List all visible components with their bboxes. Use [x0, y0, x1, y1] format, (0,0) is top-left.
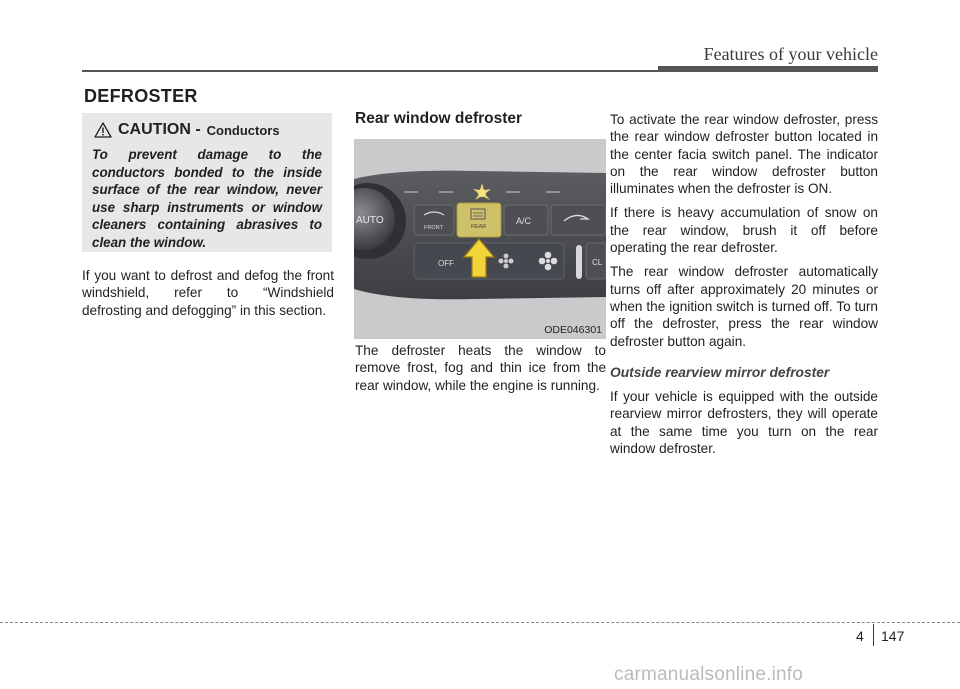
footer-rule [0, 622, 960, 623]
snow-paragraph: If there is heavy accumulation of snow on the rear window, brush it off before operating the rear defroster. [610, 205, 878, 256]
watermark: carmanualsonline.info [614, 664, 804, 685]
svg-text:OFF: OFF [438, 259, 454, 268]
page-divider [873, 624, 874, 646]
caution-heading [94, 121, 322, 139]
header-rule-accent [658, 66, 878, 72]
activation-paragraph: To activate the rear window defroster, press the rear window defroster button located in the center facia switch panel. The indicator on the rear window defroster button illuminates when the defroster is ON. [610, 112, 878, 197]
page-number: 147 [881, 628, 905, 644]
windshield-reference-text: If you want to defrost and defog the front windshield, refer to “Windshield defrosting and defogging” in this section. [82, 268, 334, 318]
figure-code: ODE046301 [544, 324, 602, 336]
rear-defroster-title: Rear window defroster [355, 110, 523, 127]
svg-text:A/C: A/C [516, 216, 532, 226]
header-title: Features of your vehicle [703, 44, 878, 64]
caution-box [82, 113, 332, 252]
svg-text:REAR: REAR [471, 224, 487, 230]
caution-title: CAUTION - [118, 121, 201, 138]
svg-text:CL: CL [592, 258, 603, 267]
section-title: DEFROSTER [84, 86, 198, 106]
rear-defroster-description: The defroster heats the window to remove frost, fog and thin ice from the rear window, while the engine is running. [355, 343, 606, 393]
control-panel-illustration [354, 139, 606, 339]
mirror-defroster-paragraph: If your vehicle is equipped with the outside rearview mirror defrosters, they will operate at the same time you turn on the rear window defroster. [610, 389, 878, 457]
warning-icon [94, 122, 112, 138]
caution-text: To prevent damage to the conductors bonded to the inside surface of the rear window, never use sharp instruments or window cleaners containing abrasives to clean the window. [92, 147, 322, 250]
svg-text:FRONT: FRONT [424, 225, 443, 231]
caution-subtitle: Conductors [206, 122, 280, 138]
chapter-number: 4 [856, 628, 864, 644]
mirror-defroster-title: Outside rearview mirror defroster [610, 364, 830, 380]
auto-off-paragraph: The rear window defroster automatically turns off after approximately 20 minutes or when the ignition switch is turned off. To turn off the defroster, press the rear window defroster button again. [610, 264, 878, 349]
rear-defroster-instructions [610, 111, 878, 464]
svg-text:AUTO: AUTO [356, 215, 384, 226]
